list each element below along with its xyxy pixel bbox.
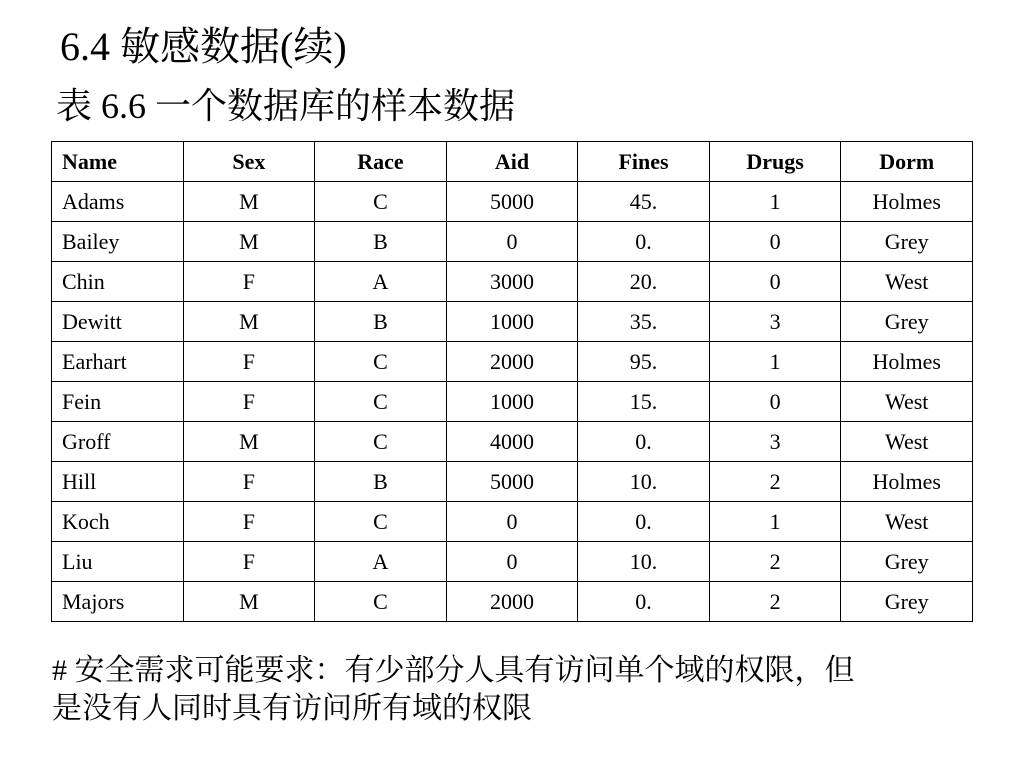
cell-sex: F [183,462,315,502]
cell-sex: M [183,182,315,222]
cell-name: Chin [52,262,184,302]
cell-dorm: Holmes [841,342,973,382]
table-header-row [52,142,973,182]
cell-race: C [315,342,447,382]
cell-race: C [315,582,447,622]
cell-aid: 1000 [446,302,578,342]
table-row [52,382,973,422]
cell-dorm: Grey [841,582,973,622]
cell-drugs: 2 [709,542,841,582]
cell-aid: 0 [446,222,578,262]
table-row [52,262,973,302]
table-row [52,422,973,462]
cell-sex: F [183,502,315,542]
cell-race: B [315,222,447,262]
cell-drugs: 1 [709,182,841,222]
cell-sex: F [183,262,315,302]
cell-race: B [315,302,447,342]
cell-sex: M [183,582,315,622]
cell-drugs: 2 [709,462,841,502]
cell-aid: 5000 [446,182,578,222]
cell-fines: 0. [578,422,710,462]
cell-race: C [315,422,447,462]
cell-dorm: Grey [841,222,973,262]
cell-drugs: 1 [709,502,841,542]
table-row [52,542,973,582]
cell-aid: 2000 [446,582,578,622]
table-row [52,502,973,542]
cell-dorm: Grey [841,542,973,582]
cell-name: Bailey [52,222,184,262]
cell-drugs: 1 [709,342,841,382]
table-row [52,342,973,382]
cell-drugs: 2 [709,582,841,622]
cell-name: Dewitt [52,302,184,342]
cell-drugs: 3 [709,302,841,342]
table-row [52,222,973,262]
cell-fines: 10. [578,542,710,582]
cell-aid: 0 [446,502,578,542]
cell-fines: 45. [578,182,710,222]
cell-drugs: 3 [709,422,841,462]
table-row [52,302,973,342]
cell-dorm: Grey [841,302,973,342]
cell-sex: F [183,542,315,582]
sample-data-table [51,141,973,622]
cell-sex: F [183,342,315,382]
cell-drugs: 0 [709,262,841,302]
column-header-name: Name [52,142,184,182]
cell-fines: 35. [578,302,710,342]
footnote [52,652,982,728]
footnote-line-1: # 安全需求可能要求：有少部分人具有访问单个域的权限，但 [52,654,855,687]
table-caption: 表 6.6 一个数据库的样本数据 [56,86,516,126]
column-header-fines: Fines [578,142,710,182]
cell-race: A [315,542,447,582]
cell-race: C [315,182,447,222]
slide-title: 6.4 敏感数据(续) [60,24,347,69]
column-header-dorm: Dorm [841,142,973,182]
cell-sex: F [183,382,315,422]
cell-fines: 0. [578,222,710,262]
cell-aid: 0 [446,542,578,582]
cell-dorm: Holmes [841,182,973,222]
cell-dorm: West [841,422,973,462]
cell-name: Hill [52,462,184,502]
cell-aid: 2000 [446,342,578,382]
footnote-line-2: 是没有人同时具有访问所有域的权限 [52,692,532,725]
cell-sex: M [183,422,315,462]
cell-aid: 3000 [446,262,578,302]
cell-dorm: West [841,382,973,422]
cell-aid: 4000 [446,422,578,462]
cell-name: Earhart [52,342,184,382]
cell-fines: 95. [578,342,710,382]
cell-dorm: West [841,262,973,302]
cell-race: C [315,382,447,422]
cell-race: C [315,502,447,542]
cell-fines: 15. [578,382,710,422]
cell-name: Groff [52,422,184,462]
cell-sex: M [183,302,315,342]
cell-sex: M [183,222,315,262]
cell-fines: 10. [578,462,710,502]
cell-drugs: 0 [709,222,841,262]
cell-race: A [315,262,447,302]
cell-race: B [315,462,447,502]
column-header-aid: Aid [446,142,578,182]
table-row [52,182,973,222]
cell-name: Majors [52,582,184,622]
table-row [52,462,973,502]
cell-dorm: Holmes [841,462,973,502]
cell-name: Adams [52,182,184,222]
cell-aid: 5000 [446,462,578,502]
cell-name: Koch [52,502,184,542]
cell-name: Fein [52,382,184,422]
cell-drugs: 0 [709,382,841,422]
cell-name: Liu [52,542,184,582]
table-row [52,582,973,622]
cell-fines: 0. [578,582,710,622]
cell-aid: 1000 [446,382,578,422]
column-header-race: Race [315,142,447,182]
cell-dorm: West [841,502,973,542]
column-header-drugs: Drugs [709,142,841,182]
cell-fines: 20. [578,262,710,302]
column-header-sex: Sex [183,142,315,182]
cell-fines: 0. [578,502,710,542]
